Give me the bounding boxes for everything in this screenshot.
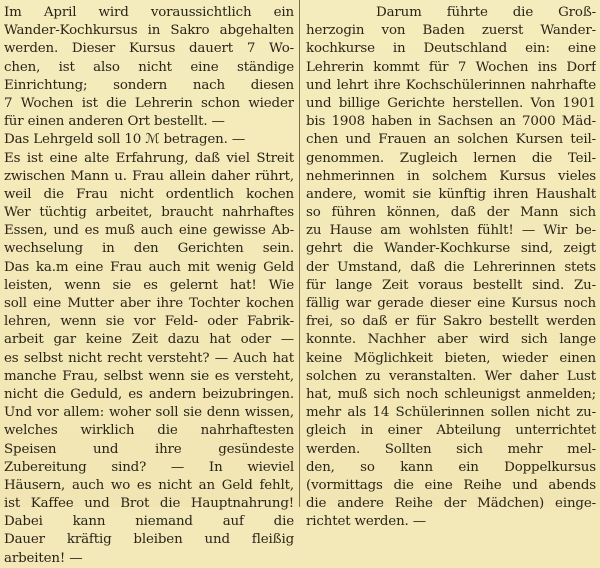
text-line: Essen, und es muß auch eine gewisse Ab- (4, 223, 294, 239)
text-line: für lange Zeit voraus bestellt sind. Zu- (306, 277, 596, 293)
text-line: ist Kaffee und Brot die Hauptnahrung! (4, 496, 294, 512)
text-line: so führen können, daß der Mann sich (306, 205, 596, 221)
text-line: arbeiten! — (4, 550, 83, 566)
text-line: den, so kann ein Doppelkursus (306, 459, 596, 475)
text-line: kochkurse in Deutschland ein: eine (306, 41, 596, 57)
text-line: Lehrerin kommt für 7 Wochen ins Dorf (306, 59, 596, 75)
text-line: werden. Sollten sich mehr mel- (306, 441, 596, 457)
text-line: weil die Frau nicht ordentlich kochen (4, 186, 294, 202)
text-line: Wer tüchtig arbeitet, braucht nahrhaftes (4, 205, 294, 221)
text-line: herzogin von Baden zuerst Wander- (306, 23, 596, 39)
text-line: manche Frau, selbst wenn sie es versteht, (4, 368, 294, 384)
text-line: lehren, wenn sie vor Feld- oder Fabrik- (4, 314, 294, 330)
text-line: werden. Dieser Kursus dauert 7 Wo- (4, 41, 294, 57)
text-line: gleich in einer Abteilung unterrichtet (306, 423, 596, 439)
text-line: (vormittags die eine Reihe und abends (306, 477, 596, 493)
text-line: die andere Reihe der Mädchen) einge- (306, 496, 596, 512)
text-line: Häusern, auch wo es nicht an Geld fehlt, (4, 477, 294, 493)
text-line: Dauer kräftig bleiben und fleißig (4, 532, 294, 548)
text-line: zwischen Mann u. Frau allein daher rührt, (4, 168, 294, 184)
text-line: nehmerinnen in solchem Kursus vieles (306, 168, 596, 184)
text-line: Einrichtung; sondern nach diesen (4, 77, 294, 93)
text-line: Es ist eine alte Erfahrung, daß viel Streit (4, 150, 294, 166)
text-line: für einen anderen Ort bestellt. — (4, 114, 225, 130)
text-line: Das ka.m eine Frau auch mit wenig Geld (4, 259, 294, 275)
text-line: Wander-Kochkursus in Sakro abgehalten (4, 23, 294, 39)
text-line: gehrt die Wander-Kochkurse sind, zeigt (306, 241, 596, 257)
column-divider (299, 0, 300, 507)
text-line: leisten, wenn sie es gelernt hat! Wie (4, 277, 294, 293)
text-line: und lehrt ihre Kochschülerinnen nahrhafte (306, 77, 596, 93)
text-line: chen und Frauen an solchen Kursen teil- (306, 132, 596, 148)
text-line: andere, womit sie künftig ihren Haushalt (306, 186, 596, 202)
text-line: chen, ist also nicht eine ständige (4, 59, 294, 75)
text-line: Das Lehrgeld soll 10 ℳ betragen. — (4, 132, 246, 148)
text-line: fällig war gerade dieser eine Kursus noch (306, 296, 596, 311)
text-line: Und vor allem: woher soll sie denn wissen, (4, 405, 294, 421)
text-line: wechselung in den Gerichten sein. (4, 241, 294, 257)
text-line: der Umstand, daß die Lehrerinnen stets (306, 259, 596, 275)
text-line: keine Möglichkeit bieten, wieder einen (306, 350, 596, 366)
text-line: konnte. Nachher aber wird sich lange (306, 332, 596, 348)
text-line: Dabei kann niemand auf die (4, 514, 294, 530)
right-column (306, 4, 596, 531)
text-line: bis 1908 haben in Sachsen an 7000 Mäd- (306, 114, 596, 130)
left-column (4, 4, 294, 568)
text-line: Im April wird voraussichtlich ein (4, 5, 294, 20)
text-line: 7 Wochen ist die Lehrerin schon wieder (4, 95, 294, 111)
text-line: frei, so daß er für Sakro bestellt werden (306, 314, 596, 330)
text-line: und billige Gerichte herstellen. Von 1901 (306, 95, 596, 111)
text-line: soll eine Mutter aber ihre Tochter kochen (4, 296, 294, 311)
text-line: mehr als 14 Schülerinnen sollen nicht zu- (306, 405, 596, 421)
text-line: Darum führte die Groß- (376, 5, 596, 20)
text-line: nicht die Geduld, es andern beizubringen. (4, 386, 294, 402)
text-line: arbeit gar keine Zeit dazu hat oder — (4, 332, 294, 348)
text-line: welches wirklich die nahrhaftesten (4, 423, 294, 439)
text-line: es selbst nicht recht versteht? — Auch hat (4, 350, 294, 366)
text-line: solchen zu veranstalten. Wer daher Lust (306, 368, 596, 384)
text-line: genommen. Zugleich lernen die Teil- (306, 150, 596, 166)
text-line: hat, muß sich noch schleunigst anmelden; (306, 386, 596, 402)
text-line: Speisen und ihre gesündeste (4, 441, 294, 457)
text-line: zu Hause am wohlsten fühlt! — Wir be- (306, 223, 596, 239)
text-line: richtet werden. — (306, 514, 427, 530)
text-line: Zubereitung sind? — In wieviel (4, 459, 294, 475)
